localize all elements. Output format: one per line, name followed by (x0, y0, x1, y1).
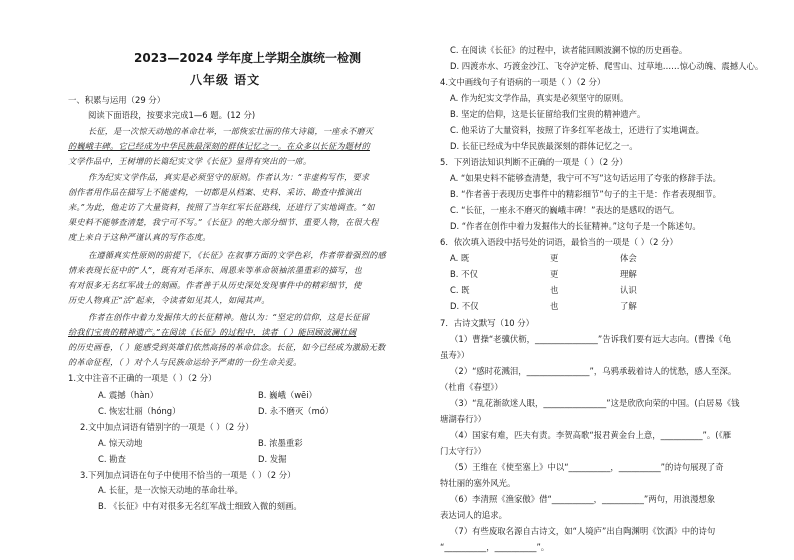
left-lines-text: D. 永不磨灭（mó） (258, 406, 334, 416)
right-lines-text: B. 坚定的信仰，这是长征留给我们宝贵的精神遗产。 (450, 109, 646, 119)
right-lines-text: D. 四渡赤水、巧渡金沙江、飞夺泸定桥、爬雪山、过草地……惊心动魄、震撼人心。 (450, 61, 764, 71)
right-lines-text: （6）李清照《渔家傲》借“__________，__________”两句，用浪漫想象 (450, 494, 716, 504)
right-lines-text: 7．古诗文默写（10 分） (440, 318, 535, 328)
left-lines-text: 来。”为此，他走访了大量资料，按照了当年红军长征路线，还进行了实地调查。“如 (68, 202, 375, 212)
left-lines-text: C. 勘查 (98, 454, 126, 464)
right-lines-text: 表达词人的追求。 (440, 510, 507, 520)
right-lines-text: B. “作者善于表现历史事件中的精彩细节”句子的主干是：作者表现细节。 (450, 189, 721, 199)
left-lines-text: 有对很多无名红军战士的刻画。作者善于从历史深处发现事件中的精彩细节，使 (68, 280, 362, 290)
left-lines-text: 3.下列加点词语在句子中使用不恰当的一项是（ ）（2 分） (80, 470, 296, 480)
right-lines-text: 塘湖春行》） (440, 414, 487, 424)
right-lines-text: D. “作者在创作中着力发掘伟大的长征精神。”这句子是一个陈述句。 (450, 221, 701, 231)
right-lines-text: 6．依次填入语段中括号处的词语，最恰当的一项是（ ）（2 分） (440, 237, 678, 247)
left-lines-text: A. 惊天动地 (98, 438, 143, 448)
right-lines-text: （3）“乱花渐欲迷人眼，_______________”这是欣欣向荣的中国。(白居易《钱 (450, 398, 740, 408)
right-lines-text: （7）有些废取名源自古诗文，如“人境庐”出自陶渊明《饮酒》中的诗句 (450, 526, 716, 536)
right-lines-text: （5）王维在《使至塞上》中以“__________，__________”的诗句展现了奇 (450, 462, 724, 472)
left-lines-text: 在遵循真实性原则的前提下，《长征》在叙事方面的文学色彩，作者带着强烈的感 (88, 250, 386, 260)
right-lines-text: C. 在阅读《长征》的过程中，读者能回顾波澜不惊的历史画卷。 (450, 45, 688, 55)
right-lines-text: “__________，__________”。 (440, 542, 550, 552)
right-lines-text: 理解 (620, 269, 637, 279)
right-lines-text: 门太守行》） (440, 446, 487, 456)
left-lines-text: 作者在创作中着力发掘伟大的长征精神。他认为：“坚定的信仰，这是长征留 (88, 312, 370, 322)
left-lines-text: 的历史画卷，（ ）能感受到英雄们依然高扬的革命信念。长征，如今已经成为激励无数 (68, 342, 386, 352)
right-lines-text: 更 (550, 253, 559, 263)
right-lines-text: D. 不仅 (450, 301, 479, 311)
left-lines-text: B. 《长征》中有对很多无名红军战士细致入微的刻画。 (98, 501, 302, 511)
right-lines-text: A. 作为纪实文学作品，真实是必须坚守的原则。 (450, 93, 629, 103)
left-lines-text: B. 浓墨重彩 (258, 438, 303, 448)
left-lines-text: 一、积累与运用（29 分） (68, 95, 166, 105)
left-lines-text: 情来表现长征中的“人”，既有对毛泽东、周恩来等革命领袖浓墨重彩的描写，也 (68, 265, 362, 275)
left-lines-text: 历史人物真正“活”起来，令读者如见其人，如闻其声。 (68, 295, 270, 305)
right-lines-text: 5．下列语法知识判断不正确的一项是（ ）（2 分） (440, 157, 628, 167)
left-lines-text: 1.文中注音不正确的一项是（ ）（2 分） (68, 373, 217, 383)
left-lines-text: 的革命征程，（ ）对个人与民族命运给予严肃的一份生命关爱。 (68, 357, 302, 367)
right-lines-text: 虽寿》） (440, 350, 470, 360)
right-lines-text: 4.文中画线句子有语病的一项是（ ）（2 分） (440, 77, 606, 87)
left-lines-text: 文学作品中，王树增的长篇纪实文学《长征》显得有突出的一席。 (68, 156, 312, 166)
right-lines-text: C. 既 (450, 285, 470, 295)
exam-title: 2023—2024 学年度上学期全旗统一检测 (134, 51, 361, 65)
left-lines-text: 果史料不能够查清楚，我宁可不写。”《长征》的绝大部分细节、重要人物，在很大程 (68, 217, 379, 227)
left-lines-text: C. 恢宏壮丽（hóng） (98, 406, 181, 416)
left-lines-text: A. 震撼（hàn） (98, 390, 159, 400)
left-lines-text: 的巍峨丰碑。它已经成为中华民族最深刻的群体记忆之一。在众多以长征为题材的 (68, 141, 370, 151)
right-lines-text: C. “长征，一座永不磨灭的巍峨丰碑！”表达的是感叹的语气。 (450, 205, 680, 215)
right-lines-text: B. 不仅 (450, 269, 478, 279)
left-lines-text: B. 巍峨（wēi） (258, 390, 317, 400)
left-lines-text: D. 发掘 (258, 454, 287, 464)
right-lines-text: 了解 (620, 301, 637, 311)
exam-subtitle: 八年级 语文 (190, 73, 261, 87)
left-lines-text: 创作者用作品在描写上不能虚构，一切都是从档案、史料、采访、勘查中推演出 (68, 187, 362, 197)
right-lines-text: 体会 (620, 253, 637, 263)
right-lines-text: （2）“感时花溅泪，_______________”，乌鸦承载着诗人的忧愁，感人至深。 (450, 366, 737, 376)
right-lines-text: C. 他采访了大量资料，按照了许多红军老战士，还进行了实地调查。 (450, 125, 705, 135)
right-lines-text: 特壮丽的塞外风光。 (440, 478, 516, 488)
left-lines-text: 度上来自于这种严谨认真的写作态度。 (68, 232, 211, 242)
right-lines-text: A. “如果史料不能够查清楚，我宁可不写”这句话运用了夸张的修辞手法。 (450, 173, 721, 183)
left-lines-text: 阅读下面语段，按要求完成1—6 题。(12 分) (88, 110, 256, 120)
right-lines-text: （1）曹操“老骥伏枥，_______________”告诉我们要有远大志向。(曹操《龟 (450, 334, 732, 344)
left-lines-text: A. 长征，是一次惊天动地的革命壮举。 (98, 485, 243, 495)
right-lines-text: D. 长征已经成为中华民族最深刻的群体记忆之一。 (450, 141, 638, 151)
right-lines-text: 也 (550, 285, 559, 295)
left-lines-text: 给我们宝贵的精神遗产。”在阅读《长征》的过程中，读者（ ）能回顾波澜壮阔 (68, 327, 357, 337)
right-lines-text: 认识 (620, 285, 637, 295)
left-lines-text: 长征，是一次惊天动地的革命壮举，一部恢宏壮丽的伟大诗篇，一座永不磨灭 (88, 126, 374, 136)
right-lines-text: A. 既 (450, 253, 470, 263)
left-lines-text: 2.文中加点词语有错别字的一项是（ ）（2 分） (80, 422, 254, 432)
right-lines-text: 也 (550, 301, 559, 311)
left-lines-text: 作为纪实文学作品，真实是必须坚守的原则。作者认为：“非虚构写作，要求 (88, 172, 370, 182)
right-lines-text: 更 (550, 269, 559, 279)
right-lines-text: （杜甫《春望》） (440, 382, 503, 392)
right-lines-text: （4）国家有难，匹夫有责。李贺高歌“报君黄金台上意，__________”。(《雁 (450, 430, 732, 440)
